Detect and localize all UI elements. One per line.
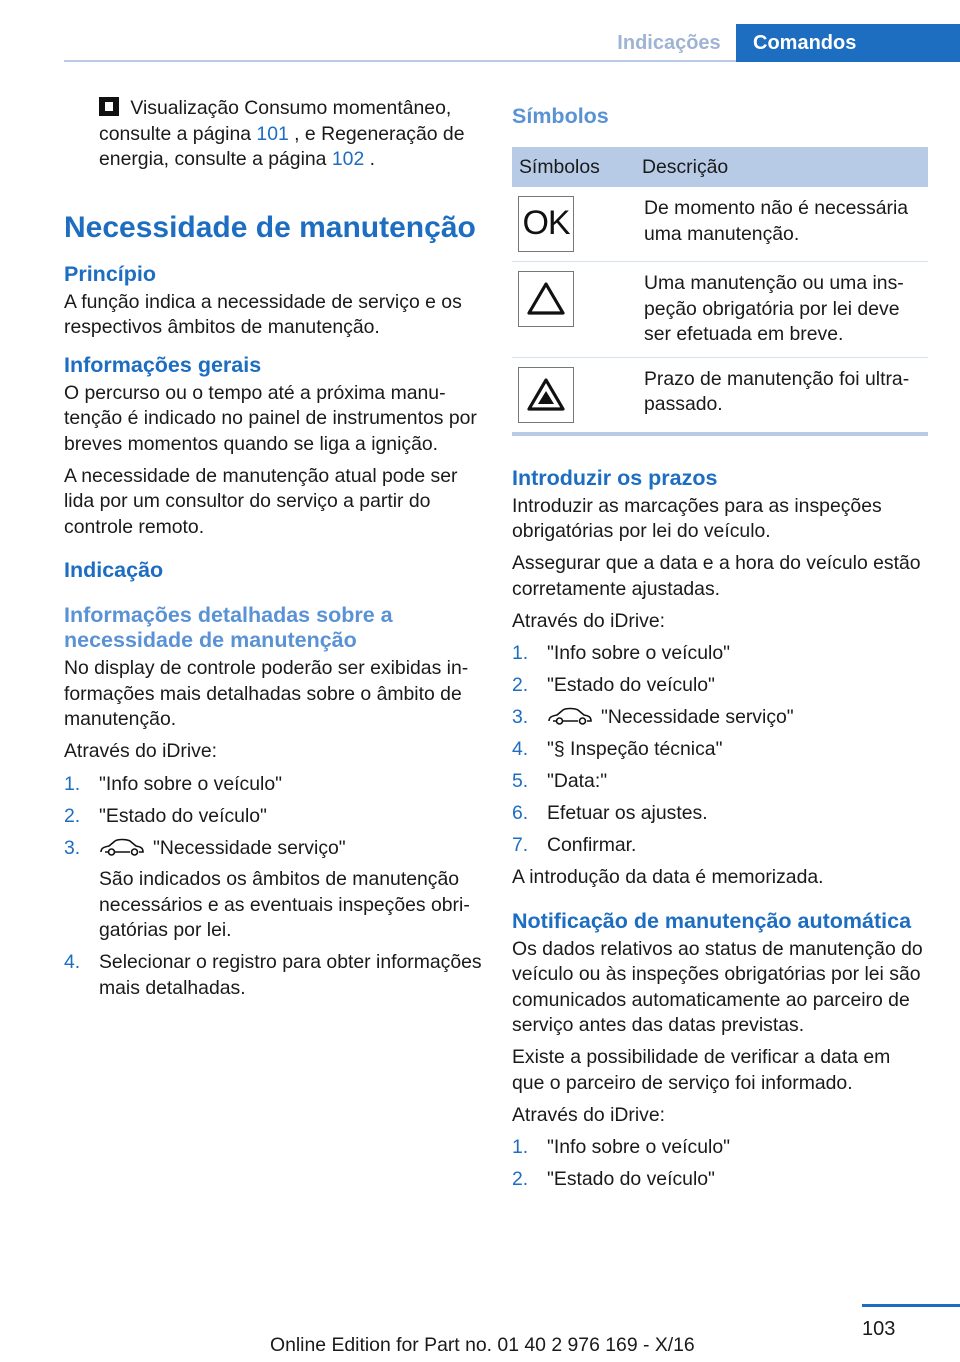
- principle-text: A função indica a necessidade de serviço e os respectivos âmbitos de manutenção.: [64, 290, 462, 338]
- general-info-heading: Informações gerais: [64, 352, 262, 377]
- symbols-table: [512, 147, 928, 436]
- dates-text-1: Introduzir as marcações para as inspeções obrigatórias por lei do veículo.: [512, 494, 882, 542]
- list-item: 2. "Estado do veículo": [64, 804, 267, 827]
- section-title: Necessidade de manutenção: [64, 210, 476, 244]
- list-item: 3. "Necessidade serviço" São indicados os âmbitos de manutenção necessários e as eventuais inspeções obrigatórias por lei.: [64, 836, 470, 941]
- notification-text-3: Através do iDrive:: [512, 1103, 666, 1126]
- notification-steps-list: [512, 1135, 928, 1193]
- notification-text-2: Existe a possibilidade de verificar a data em que o parceiro de serviço foi informado.: [512, 1046, 891, 1094]
- right-column: [512, 96, 928, 1199]
- list-item: 3. "Necessidade serviço": [512, 706, 794, 728]
- table-header-description: Descrição: [632, 147, 928, 187]
- list-item: 1. "Info sobre o veículo": [512, 1136, 730, 1158]
- principle-heading: Princípio: [64, 261, 156, 286]
- list-item: 7. Confirmar.: [512, 834, 637, 856]
- table-row: Uma manutenção ou uma inspeção obrigatória por lei deve ser efetuada em breve.: [512, 262, 928, 358]
- notification-heading: Notificação de manutenção automática: [512, 908, 912, 933]
- detail-text-1: No display de controle poderão ser exibidas informações mais detalhadas sobre o âmbito de manutenção.: [64, 657, 469, 730]
- table-row: Prazo de manutenção foi ultrapassado.: [512, 357, 928, 434]
- dates-text-2: Assegurar que a data e a hora do veículo estão corretamente ajustadas.: [512, 552, 921, 600]
- left-column: [64, 96, 482, 1008]
- dates-heading: Introduzir os prazos: [512, 465, 718, 490]
- detail-steps-list: [64, 772, 482, 1002]
- general-info-text-1: O percurso ou o tempo até a próxima manutenção é indicado no painel de instrumentos por breves momentos quando se liga a ignição.: [64, 381, 477, 455]
- detail-text-2: Através do iDrive:: [64, 740, 218, 762]
- table-row: OK De momento não é necessária uma manutenção.: [512, 187, 928, 262]
- general-info-text-2: A necessidade de manutenção atual pode ser lida por um consultor do serviço a partir do controle remoto.: [64, 464, 458, 538]
- list-item: 4. "§ Inspeção técnica": [512, 738, 723, 760]
- warning-triangle-icon: [518, 271, 574, 327]
- list-item: 6. Efetuar os ajustes.: [512, 802, 708, 824]
- list-item: 4. Selecionar o registro para obter informações mais detalhadas.: [64, 951, 482, 999]
- list-item: 1. "Info sobre o veículo": [64, 772, 282, 795]
- page-link-102[interactable]: 102: [331, 148, 365, 170]
- display-symbol-icon: [99, 97, 119, 116]
- warning-triangle-filled-icon: [518, 367, 574, 423]
- dates-text-4: A introdução da data é memorizada.: [512, 866, 824, 888]
- tab-indicacoes[interactable]: Indicações: [617, 32, 721, 54]
- page-number: 103: [862, 1318, 896, 1340]
- list-item: 2. "Estado do veículo": [512, 674, 715, 696]
- table-header-symbols: Símbolos: [512, 147, 632, 187]
- symbols-heading: Símbolos: [512, 104, 609, 128]
- list-item: 5. "Data:": [512, 770, 608, 792]
- page-link-101[interactable]: 101: [256, 122, 289, 145]
- notification-text-1: Os dados relativos ao status de manutenção do veículo ou às inspeções obrigatórias por lei são comunicados automaticamente ao parceiro de serviço antes das datas previstas.: [512, 937, 923, 1036]
- car-service-icon: [99, 838, 145, 858]
- detail-heading: Informações detalhadas sobre a necessidade de manutenção: [64, 603, 393, 652]
- intro-paragraph: Visualização Consumo momentâneo, consulte a página 101 , e Regeneração de energia, consulte a página 102 .: [99, 97, 465, 170]
- edition-footer: Online Edition for Part no. 01 40 2 976 169 - X/16: [270, 1334, 695, 1356]
- indication-heading: Indicação: [64, 558, 164, 582]
- list-item: 1. "Info sobre o veículo": [512, 642, 730, 664]
- list-item: 2. "Estado do veículo": [512, 1168, 715, 1190]
- ok-symbol: OK: [518, 196, 574, 252]
- dates-text-3: Através do iDrive:: [512, 609, 666, 632]
- footer-rule: [862, 1304, 960, 1307]
- dates-steps-list: [512, 641, 928, 859]
- tab-comandos[interactable]: Comandos: [736, 24, 960, 62]
- car-service-icon: [547, 707, 593, 727]
